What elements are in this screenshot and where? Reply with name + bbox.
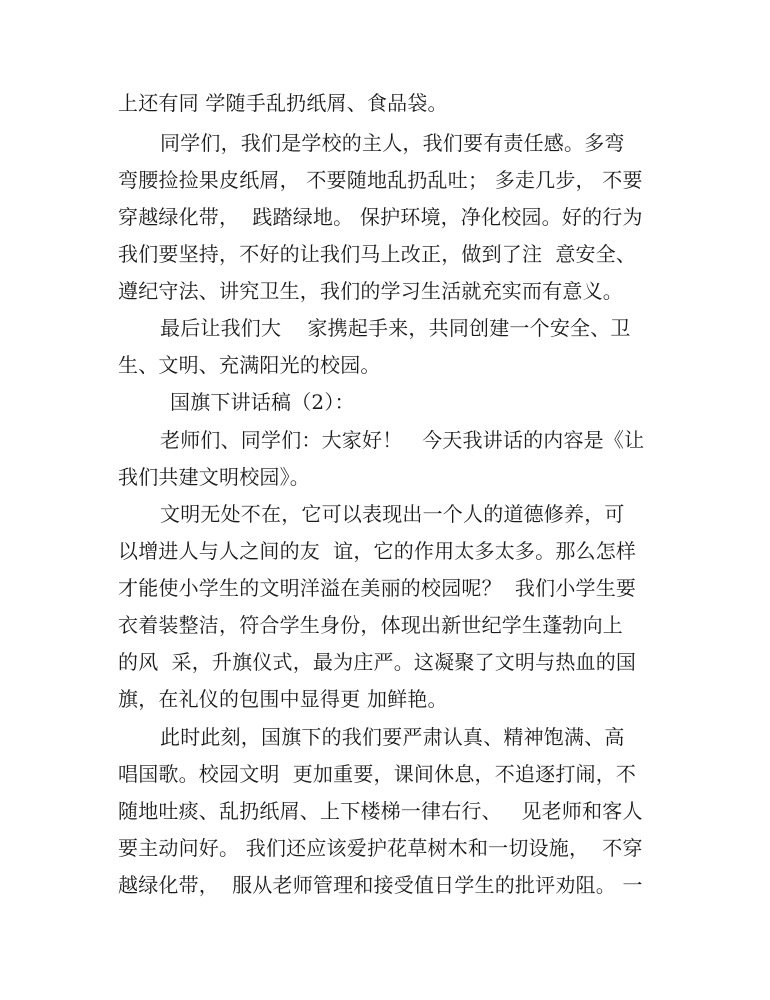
- paragraph-line: 此时此刻，国旗下的我们要严肃认真、精神饱满、高: [160, 725, 625, 749]
- paragraph-line: 我们共建文明校园》。: [118, 465, 310, 489]
- paragraph-line: 遵纪守法、讲究卫生，我们的学习生活就充实而有意义。: [118, 279, 623, 303]
- paragraph-line: 生、文明、充满阳光的校园。: [118, 353, 381, 377]
- paragraph-line: 随地吐痰、乱扔纸屑、上下楼梯一律右行、 见老师和客人: [118, 799, 643, 823]
- paragraph-line: 唱国歌。校园文明 更加重要，课间休息，不追逐打闹，不: [118, 762, 637, 786]
- paragraph-line: 才能使小学生的文明洋溢在美丽的校园呢？ 我们小学生要: [118, 576, 637, 600]
- paragraph-line: 文明无处不在，它可以表现出一个人的道德修养，可: [160, 502, 625, 526]
- paragraph-line: 以增进人与人之间的友 谊，它的作用太多太多。那么怎样: [118, 539, 637, 563]
- paragraph-line: 越绿化带， 服从老师管理和接受值日学生的批评劝阻。 一: [118, 873, 643, 897]
- paragraph-line: 旗，在礼仪的包围中显得更 加鲜艳。: [118, 687, 448, 711]
- section-heading: 国旗下讲话稿（2）：: [170, 390, 355, 414]
- paragraph-line: 上还有同 学随手乱扔纸屑、食品袋。: [118, 91, 448, 115]
- paragraph-line: 我们要坚持，不好的让我们马上改正，做到了注 意安全、: [118, 242, 637, 266]
- paragraph-line: 衣着装整洁，符合学生身份，体现出新世纪学生蓬勃向上: [118, 613, 623, 637]
- paragraph-line: 穿越绿化带， 践踏绿地。 保护环境，净化校园。好的行为: [118, 205, 643, 229]
- paragraph-line: 老师们、同学们：大家好！ 今天我讲话的内容是《让: [160, 428, 645, 452]
- paragraph-line: 同学们，我们是学校的主人，我们要有责任感。多弯: [160, 131, 625, 155]
- paragraph-line: 要主动问好。 我们还应该爱护花草树木和一切设施， 不穿: [118, 836, 643, 860]
- paragraph-line: 最后让我们大 家携起手来，共同创建一个安全、卫: [160, 316, 631, 340]
- paragraph-line: 弯腰捡捡果皮纸屑， 不要随地乱扔乱吐； 多走几步， 不要: [118, 168, 643, 192]
- paragraph-line: 的风 采，升旗仪式，最为庄严。这凝聚了文明与热血的国: [118, 650, 637, 674]
